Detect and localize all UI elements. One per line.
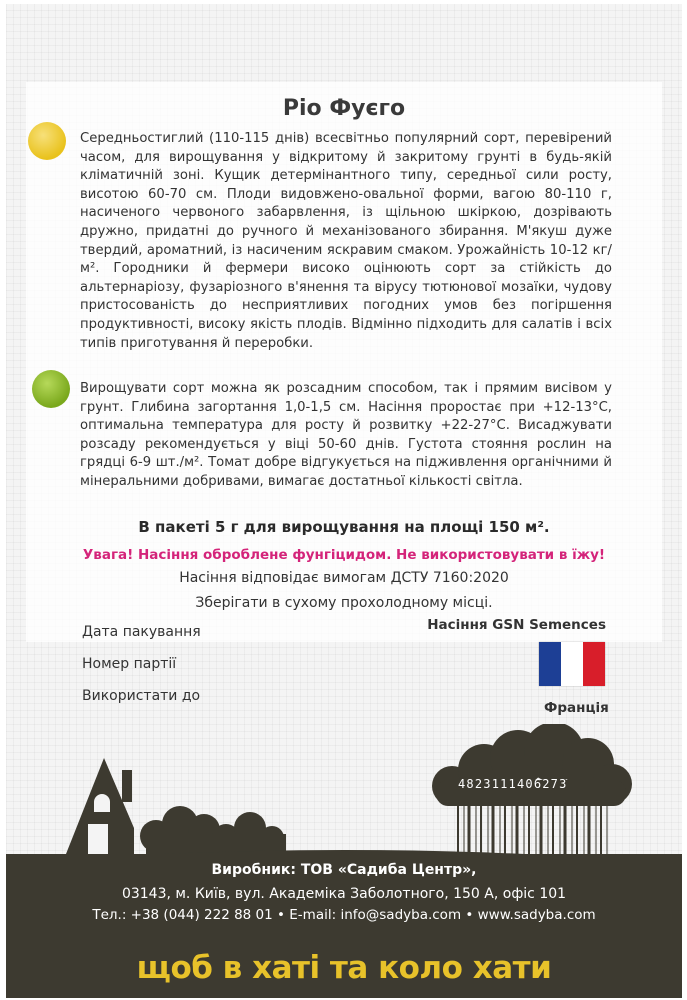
- fungicide-warning: Увага! Насіння оброблене фунгіцидом. Не використовувати в їжу!: [82, 547, 606, 563]
- seed-packet-back: [6, 4, 682, 998]
- variety-title: Ріо Фуєго: [282, 96, 406, 121]
- pack-size: В пакеті 5 г для вирощування на площі 150 м².: [138, 518, 550, 536]
- seed-brand: Насіння GSN Semences: [427, 617, 606, 633]
- pack-date-label: Дата пакування: [82, 624, 201, 640]
- green-dot-icon: [32, 370, 70, 408]
- producer-contacts: Тел.: +38 (044) 222 88 01 • E-mail: info@sadyba.com • www.sadyba.com: [92, 907, 596, 923]
- cloud-icon: [432, 724, 632, 806]
- standard-compliance: Насіння відповідає вимогам ДСТУ 7160:2020: [179, 570, 509, 586]
- barcode-number: 4823111406273: [458, 777, 568, 791]
- barcode-icon: [458, 804, 607, 859]
- use-by-label: Використати до: [82, 688, 201, 704]
- flag-stripe-red: [583, 642, 605, 686]
- description-paragraph: Середньостиглий (110-115 днів) всесвітньо популярний сорт, перевірений часом, для вирощування у відкритому й закритому грунті в будь-якій кліматичній зоні. Кущик детермінантного типу, середньої сили росту, висотою 60-70 см. Плоди видовжено-овальної форми, вагою 80-110 г, насиченого червоного забарвлення, із щільною шкіркою, дозрівають дружно, придатні до ручного й механізованого збирання. М'якуш дуже твердий, ароматний, із насиченим яскравим смаком. Урожайність 10-12 кг/м². Городники й фермери високо оцінюють сорт за стійкість до альтернаріозу, фузаріозного в'янення та вірусу тютюнової мозаїки, чудову пристосованість до несприятливих погодних умов без погіршення продуктивності, високу якість плодів. Відмінно підходить для салатів і всіх типів приготування й переробки.: [80, 131, 612, 351]
- producer-name: Виробник: ТОВ «Садиба Центр»,: [211, 862, 477, 878]
- batch-number-label: Номер партії: [82, 656, 177, 672]
- flag-stripe-blue: [539, 642, 561, 686]
- france-flag-icon: [539, 642, 605, 686]
- yellow-dot-icon: [28, 122, 66, 160]
- producer-address: 03143, м. Київ, вул. Академіка Заболотного, 150 А, офіс 101: [121, 886, 567, 902]
- house-door: [88, 824, 108, 854]
- brand-slogan: щоб в хаті та коло хати: [136, 950, 552, 986]
- house-window: [94, 794, 110, 812]
- storage-instruction: Зберігати в сухому прохолодному місці.: [195, 595, 493, 611]
- origin-country: Франція: [544, 700, 609, 716]
- cultivation-paragraph: Вирощувати сорт можна як розсадним способом, так і прямим висівом у грунт. Глибина загортання 1,0-1,5 см. Насіння проростає при +12-13°С, оптимальна температура для росту й розвитку +22-27°С. Висаджувати розсаду рекомендується у віці 50-60 днів. Густота стояння рослин на грядці 6-9 шт./м². Томат добре відгукується на підживлення органічними й мінеральними добривами, вимагає достатньої кількості світла.: [80, 381, 612, 489]
- flag-stripe-white: [561, 642, 583, 686]
